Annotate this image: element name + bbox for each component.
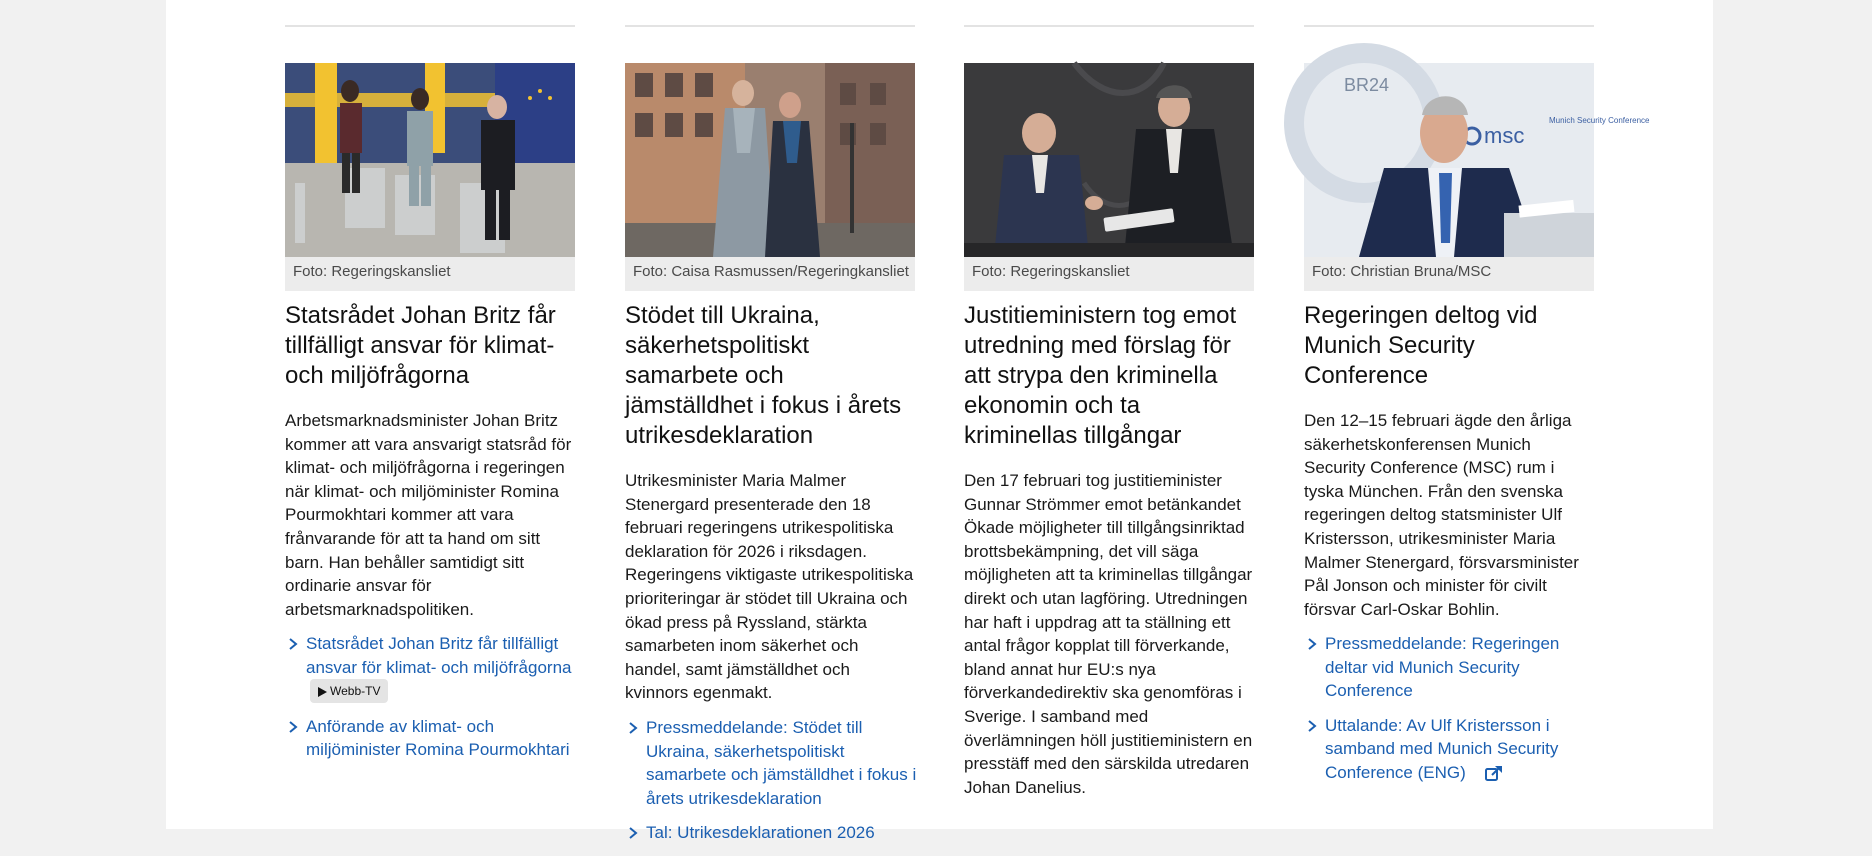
related-link[interactable]: Anförande av klimat- och miljöminister Romina Pourmokhtari xyxy=(306,716,570,760)
card-figure xyxy=(964,63,1254,291)
news-photo-handover[interactable] xyxy=(964,63,1254,257)
photo-caption: Foto: Regeringskansliet xyxy=(972,263,1130,280)
card-divider xyxy=(964,25,1254,27)
photo-text-msc: msc xyxy=(1484,123,1525,148)
related-link[interactable]: Pressmeddelande: Stödet till Ukraina, säkerhetspolitiskt samarbete och jämställdhet i fokus i årets utrikesdeklaration xyxy=(646,718,917,808)
related-link[interactable]: Statsrådet Johan Britz får tillfälligt ansvar för klimat- och miljöfrågorna xyxy=(306,634,572,677)
card-divider xyxy=(625,25,915,27)
article-summary: Den 12–15 februari ägde den årliga säkerhetskonferensen Munich Security Conference (MSC) rum i tyska München. Från den svenska regeringen deltog statsminister Ulf Kristersson, utrikesminister Maria Malmer Stenergard, försvarsminister Pål Jonson och minister för civilt försvar Carl-Oskar Bohlin. xyxy=(1304,411,1579,619)
photo-caption: Foto: Caisa Rasmussen/Regeringkansliet xyxy=(633,263,909,280)
article-summary: Utrikesminister Maria Malmer Stenergard presenterade den 18 februari regeringens utrikespolitiska deklaration för 2026 i riksdagen. Regeringens viktigaste utrikespolitiska prioriteringar är stödet till Ukraina och ökad press på Ryssland, stärkta samarbeten inom säkerhet och handel, samt jämställdhet och kvinnors egenmakt. xyxy=(625,471,914,703)
photo-text-conference: Munich Security Conference xyxy=(1549,116,1650,125)
related-link[interactable]: Uttalande: Av Ulf Kristersson i samband med Munich Security Conference (ENG) xyxy=(1325,715,1559,782)
external-link-icon[interactable] xyxy=(1485,765,1503,781)
related-link[interactable]: Pressmeddelande: Regeringen deltar vid Munich Security Conference xyxy=(1325,634,1560,701)
chevron-right-icon xyxy=(627,826,639,840)
chevron-right-icon xyxy=(1306,719,1318,733)
related-link-item[interactable] xyxy=(625,821,917,845)
article-summary: Arbetsmarknadsminister Johan Britz kommer att vara ansvarigt statsråd för klimat- och miljöfrågorna i regeringen när klimat- och miljöminister Romina Pourmokhtari kommer att vara frånvarande för att ta hand om sitt barn. Han behåller samtidigt sitt ordinarie ansvar för arbetsmarknadspolitiken. xyxy=(285,411,572,619)
card-figure xyxy=(625,63,915,291)
article-summary: Den 17 februari tog justitieminister Gunnar Strömmer emot betänkandet Ökade möjligheter till tillgångsinriktad brottsbekämpning, det vill säga möjligheten att ta kriminellas tillgångar direkt och utan lagföring. Utredningen har haft i uppdrag att ta ställning ett antal frågor kopplat till förverkande, bland annat hur EU:s nya förverkandedirektiv ska genomföras i Sverige. I samband med överlämningen höll justitieministern en presstäff med den särskilda utredaren Johan Danelius. xyxy=(964,471,1253,797)
chevron-right-icon xyxy=(1306,637,1318,651)
article-title[interactable]: Stödet till Ukraina, säkerhetspolitiskt samarbete och jämställdhet i fokus i årets utrikesdeklaration xyxy=(625,302,902,449)
related-link-item[interactable] xyxy=(1304,632,1596,703)
news-photo-munich-conference[interactable] xyxy=(1304,63,1650,257)
related-links xyxy=(285,632,577,773)
related-link-item[interactable] xyxy=(285,715,577,762)
badge-label: Webb-TV xyxy=(330,683,381,698)
related-link-item[interactable] xyxy=(1304,714,1596,785)
card-figure xyxy=(285,63,575,291)
related-links xyxy=(1304,632,1596,796)
card-figure xyxy=(1304,63,1650,291)
photo-text-br24: BR24 xyxy=(1344,75,1390,95)
chevron-right-icon xyxy=(287,637,299,651)
play-icon xyxy=(318,687,327,697)
related-links xyxy=(625,716,917,856)
chevron-right-icon xyxy=(627,721,639,735)
card-divider xyxy=(1304,25,1594,27)
photo-caption: Foto: Christian Bruna/MSC xyxy=(1312,263,1492,280)
chevron-right-icon xyxy=(287,720,299,734)
article-title[interactable]: Justitieministern tog emot utredning med förslag för att strypa den kriminella ekonomin och ta kriminellas tillgångar xyxy=(964,302,1237,449)
related-link-item[interactable] xyxy=(625,716,917,810)
news-photo-press-conference[interactable] xyxy=(285,63,575,257)
article-title[interactable]: Regeringen deltog vid Munich Security Conference xyxy=(1304,302,1538,389)
page-content xyxy=(166,0,1713,843)
news-photo-ukraine[interactable] xyxy=(625,63,915,257)
related-link[interactable]: Tal: Utrikesdeklarationen 2026 xyxy=(646,823,875,843)
photo-caption: Foto: Regeringskansliet xyxy=(293,263,451,280)
article-title[interactable]: Statsrådet Johan Britz får tillfälligt ansvar för klimat- och miljöfrågorna xyxy=(285,302,556,389)
card-divider xyxy=(285,25,575,27)
related-link-item[interactable] xyxy=(285,632,577,704)
webb-tv-badge[interactable] xyxy=(310,679,388,703)
